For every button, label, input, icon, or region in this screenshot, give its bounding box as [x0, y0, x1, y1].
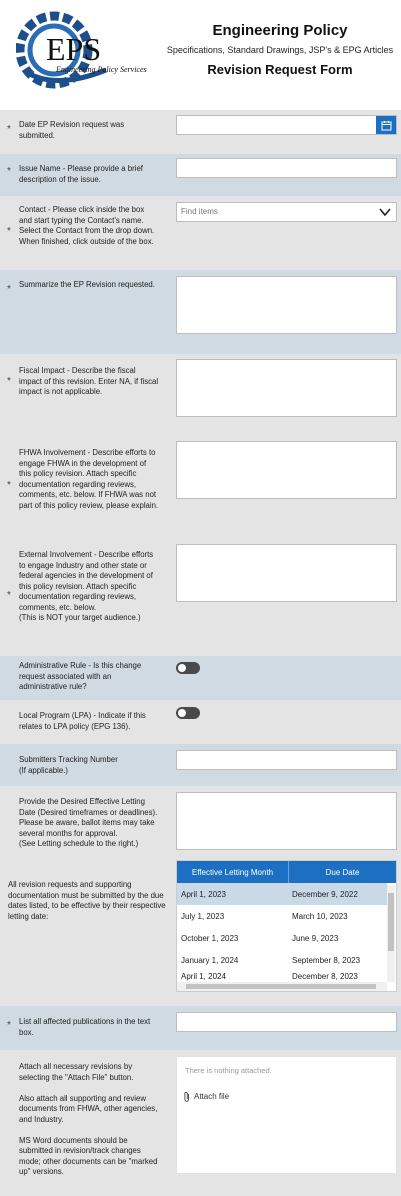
attachments-box: [176, 1056, 397, 1174]
row-date-submitted: [0, 110, 401, 154]
due-date-cell: September 8, 2023: [292, 956, 361, 965]
letting-month-cell: July 1, 2023: [181, 912, 225, 921]
due-date-cell: December 9, 2022: [292, 890, 358, 899]
due-date-cell: June 9, 2023: [292, 934, 339, 943]
table-row[interactable]: [177, 927, 387, 949]
table-row[interactable]: [177, 905, 387, 927]
svg-text:EPS: EPS: [46, 31, 102, 67]
letting-month-cell: April 1, 2024: [181, 972, 226, 981]
admin-rule-label: Administrative Rule - Is this change request associated with an administrative rule?: [19, 661, 142, 691]
row-summary: [0, 270, 401, 354]
issue-name-input[interactable]: [176, 158, 397, 178]
summary-label: Summarize the EP Revision requested.: [19, 280, 155, 289]
external-label: External Involvement - Describe efforts to engage Industry and other state or federal agencies in the development of this policy revision. Attach specific documentation regarding reviews, comments, etc. below. (This is NOT your target audience.): [19, 550, 154, 622]
publications-input[interactable]: [176, 1012, 397, 1032]
column-header-due-date[interactable]: Due Date: [325, 868, 360, 877]
calendar-button[interactable]: [376, 116, 396, 134]
row-admin-rule: [0, 656, 401, 700]
letting-date-textarea[interactable]: [176, 792, 397, 850]
letting-schedule-table: [176, 860, 397, 992]
local-program-label: Local Program (LPA) - Indicate if this relates to LPA policy (EPG 136).: [19, 711, 146, 731]
toggle-knob: [178, 709, 186, 717]
fiscal-impact-textarea[interactable]: [176, 359, 397, 417]
table-row[interactable]: [177, 883, 387, 905]
horizontal-scrollbar[interactable]: [177, 982, 387, 991]
row-tracking-number: [0, 744, 401, 786]
required-marker: *: [7, 480, 11, 491]
toggle-knob: [178, 664, 186, 672]
row-fiscal-impact: [0, 354, 401, 438]
letting-month-cell: October 1, 2023: [181, 934, 239, 943]
row-issue-name: [0, 154, 401, 196]
eps-logo: [16, 10, 156, 92]
form-header: [0, 0, 401, 110]
row-fhwa: [0, 438, 401, 540]
page-title: Engineering Policy: [212, 22, 348, 39]
attachments-label: Attach all necessary revisions by selecting the "Attach File" button. Also attach all supporting and review documents from FHWA, other agencies, and Industry. MS Word documents should be submitted in revision/track changes mode; other documents can be "marked up" versions.: [19, 1062, 158, 1176]
tracking-input[interactable]: [176, 750, 397, 770]
required-marker: *: [7, 1020, 11, 1031]
due-date-cell: December 8, 2023: [292, 972, 358, 981]
letting-note: All revision requests and supporting documentation must be submitted by the due dates listed, to be effective by their respective letting date:: [8, 880, 166, 921]
row-contact: [0, 196, 401, 270]
table-row[interactable]: [177, 949, 387, 971]
row-local-program: [0, 700, 401, 744]
issue-name-label: Issue Name - Please provide a brief description of the issue.: [19, 164, 143, 184]
table-row[interactable]: [177, 969, 387, 983]
publications-label: List all affected publications in the text box.: [19, 1017, 151, 1037]
table-header: [177, 861, 396, 883]
svg-text:Engineering Policy Services: Engineering Policy Services: [56, 65, 147, 74]
required-marker: *: [7, 124, 11, 135]
row-external: [0, 540, 401, 656]
fhwa-label: FHWA Involvement - Describe efforts to engage FHWA in the development of this policy revision. Attach specific documentation regarding reviews, comments, etc. below. If FHWA was not part of this policy review, please explain.: [19, 448, 159, 510]
required-marker: *: [7, 284, 11, 295]
required-marker: *: [7, 376, 11, 387]
row-publications: [0, 1006, 401, 1050]
page-subtitle: Specifications, Standard Drawings, JSP's & EPG Articles: [166, 45, 394, 55]
column-header-letting-month[interactable]: Effective Letting Month: [191, 868, 274, 877]
contact-placeholder: Find items: [181, 207, 218, 216]
summary-textarea[interactable]: [176, 276, 397, 334]
tracking-label: Submitters Tracking Number (If applicable.): [19, 755, 118, 775]
scrollbar-thumb[interactable]: [388, 893, 394, 951]
letting-date-label: Provide the Desired Effective Letting Date (Desired timeframes or deadlines). Please be aware, ballot items may take several months for approval. (See Letting schedule to the right.): [19, 797, 158, 848]
attach-file-label: Attach file: [194, 1092, 230, 1101]
local-program-toggle[interactable]: [176, 707, 200, 719]
form-title: Revision Request Form: [207, 62, 353, 77]
admin-rule-toggle[interactable]: [176, 662, 200, 674]
letting-month-cell: January 1, 2024: [181, 956, 239, 965]
attach-file-button[interactable]: [183, 1091, 229, 1102]
external-textarea[interactable]: [176, 544, 397, 602]
scrollbar-thumb[interactable]: [186, 984, 376, 989]
required-marker: *: [7, 590, 11, 601]
due-date-cell: March 10, 2023: [292, 912, 348, 921]
no-attachments-text: There is nothing attached.: [185, 1066, 272, 1075]
date-submitted-input[interactable]: [176, 115, 397, 135]
date-submitted-label: Date EP Revision request was submitted.: [19, 120, 125, 140]
fhwa-textarea[interactable]: [176, 441, 397, 499]
contact-people-picker[interactable]: [176, 202, 397, 222]
required-marker: *: [7, 166, 11, 177]
calendar-icon: [381, 120, 392, 131]
paperclip-icon: [183, 1091, 191, 1102]
chevron-down-icon[interactable]: [378, 205, 392, 219]
required-marker: *: [7, 226, 11, 237]
vertical-scrollbar[interactable]: [387, 885, 395, 982]
contact-label: Contact - Please click inside the box and start typing the Contact's name. Select the Contact from the drop down. When finished, click outside of the box.: [19, 205, 155, 246]
letting-month-cell: April 1, 2023: [181, 890, 226, 899]
fiscal-impact-label: Fiscal Impact - Describe the fiscal impact of this revision. Enter NA, if fiscal impact is not applicable.: [19, 366, 159, 396]
